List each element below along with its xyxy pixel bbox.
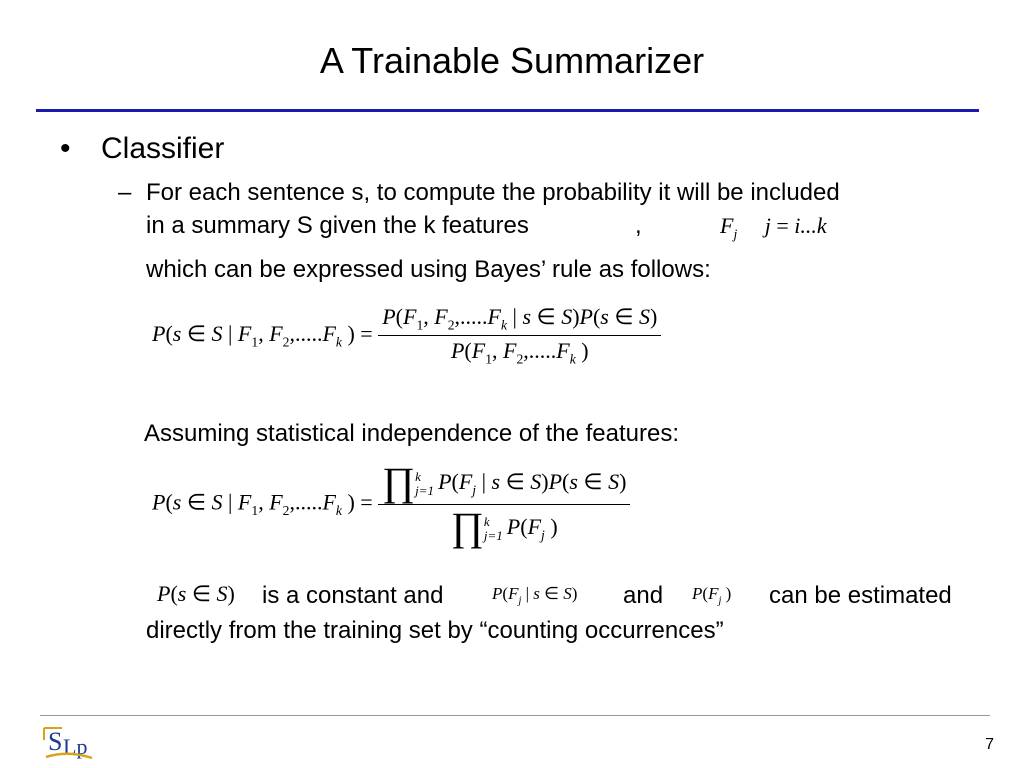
formula-naive-bayes: P(s ∈ S | $F_1$, $F_2,.....F_k$ ) = ∏k j=1 $P(F_j$ | s ∈ S)P(s ∈ S) ∏k j=1 $P(F_j$ ) <box>152 462 630 547</box>
formula-feature-index: $F_j$ j = i...k <box>720 213 827 242</box>
sub-bullet-line-2: in a summary S given the k features <box>146 212 529 239</box>
page-number: 7 <box>985 736 994 753</box>
bayes-intro: which can be expressed using Bayes’ rule as follows: <box>146 256 711 283</box>
formula-bayes-rule: P(s ∈ S | $F_1$, $F_2,.....F_k$ ) = $\frac{P(F_1, F_2,.....F_k | s \in S)P(s \in S)}{P(F_1, F_2,.....F_k )}$ <box>152 304 661 368</box>
bullet-classifier: Classifier <box>101 132 225 165</box>
constant-text: is a constant and <box>262 582 444 609</box>
independence-assumption: Assuming statistical independence of the features: <box>144 420 679 447</box>
svg-text:Lp: Lp <box>63 734 88 759</box>
footer-rule <box>40 715 990 716</box>
title-rule <box>36 109 979 112</box>
slp-logo <box>42 720 94 762</box>
logo-s: S <box>48 727 63 756</box>
formula-evidence: $P(F_j$ ) <box>692 584 732 607</box>
bullet-marker: • <box>60 132 71 165</box>
formula-likelihood: $P(F_j$ | s ∈ S) <box>492 584 578 607</box>
training-set-text: directly from the training set by “counting occurrences” <box>146 617 724 644</box>
features-comma: , <box>635 212 642 239</box>
estimated-text: can be estimated <box>769 582 952 609</box>
slide-title: A Trainable Summarizer <box>319 40 705 81</box>
and-text: and <box>623 582 664 609</box>
dash-marker: – <box>118 179 132 206</box>
formula-prior: P(s ∈ S) <box>157 581 235 606</box>
sub-bullet-line-1: For each sentence s, to compute the probability it will be included <box>146 179 840 206</box>
